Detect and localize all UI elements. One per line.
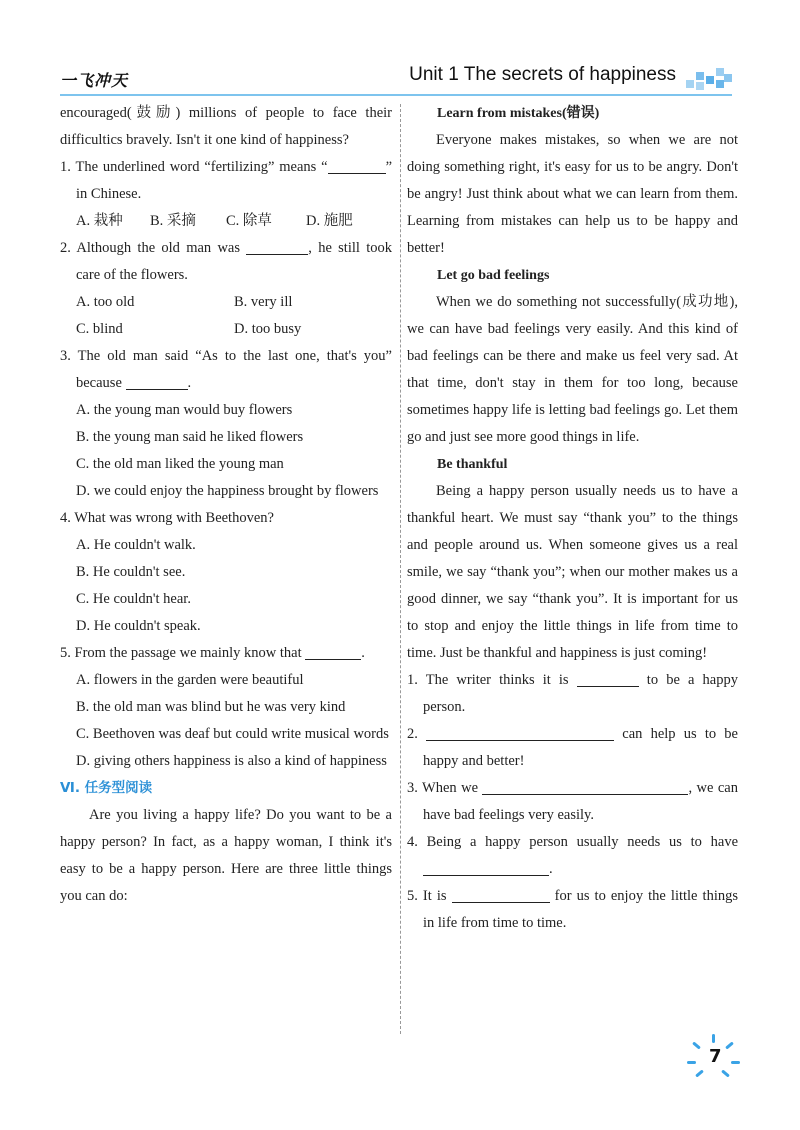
option[interactable]: A. 栽种 bbox=[76, 213, 123, 229]
answer-blank[interactable] bbox=[423, 859, 549, 876]
option[interactable]: D. giving others happiness is also a kind of happiness bbox=[76, 753, 387, 769]
task-question-3: 3. When we , we can have bad feelings very easily. bbox=[407, 780, 738, 823]
header-rule bbox=[60, 94, 732, 96]
question-3: 3. The old man said “As to the last one, that's you” because . bbox=[60, 348, 392, 391]
answer-blank[interactable] bbox=[246, 238, 308, 255]
option[interactable]: B. very ill bbox=[234, 294, 293, 310]
option[interactable]: B. the young man said he liked flowers bbox=[76, 429, 304, 445]
option[interactable]: C. Beethoven was deaf but could write musical words bbox=[76, 726, 389, 742]
paragraph: Being a happy person usually needs us to have a thankful heart. We must say “thank you” to the things and people around us. When someone gives us a real smile, we say “thank you”; when our mother makes us a good dinner, we say “thank you”. It is important for us to stop and enjoy the little things in life from time to time. Just be thankful and happiness is just coming! bbox=[407, 483, 738, 661]
option[interactable]: C. the old man liked the young man bbox=[76, 456, 284, 472]
column-divider bbox=[400, 104, 401, 1034]
option[interactable]: A. too old bbox=[76, 294, 135, 310]
answer-blank[interactable] bbox=[482, 778, 688, 795]
task-question-1: 1. The writer thinks it is to be a happy person. bbox=[407, 672, 738, 715]
question-1: 1. The underlined word “fertilizing” means “ ” in Chinese. bbox=[60, 159, 392, 202]
question-2: 2. Although the old man was , he still took care of the flowers. bbox=[60, 240, 392, 283]
passage-intro: Are you living a happy life? Do you want to be a happy person? In fact, as a happy woman, I think it's easy to be a happy person. Here are three little things you can do: bbox=[60, 807, 392, 904]
question-5: 5. From the passage we mainly know that . bbox=[60, 645, 365, 661]
option[interactable]: A. flowers in the garden were beautiful bbox=[76, 672, 304, 688]
paragraph: When we do something not successfully(成功地), we can have bad feelings very easily. And this kind of bad feelings can be there and make us feel very sad. At that time, don't stay in them for too long, because sometimes happy life is letting bad feelings go. Let them go and just see more good things in life. bbox=[407, 294, 738, 445]
option[interactable]: B. 采摘 bbox=[150, 213, 196, 229]
page-number-badge bbox=[690, 1038, 740, 1078]
right-column bbox=[407, 100, 738, 937]
option[interactable]: B. the old man was blind but he was very kind bbox=[76, 699, 346, 715]
question-1-options bbox=[60, 208, 392, 235]
task-question-2: 2. can help us to be happy and better! bbox=[407, 726, 738, 769]
paragraph: Everyone makes mistakes, so when we are not doing something right, it's easy for us to be angry. Don't be angry! Just think about what we can learn from them. Learning from mistakes can help us to be happy and better! bbox=[407, 132, 738, 256]
answer-blank[interactable] bbox=[577, 670, 639, 687]
option[interactable]: D. too busy bbox=[234, 321, 302, 337]
option[interactable]: B. He couldn't see. bbox=[76, 564, 186, 580]
passage-continuation: encouraged(鼓励) millions of people to face their difficultics bravely. Isn't it one kind of happiness? bbox=[60, 105, 392, 148]
task-question-5: 5. It is for us to enjoy the little things in life from time to time. bbox=[407, 888, 738, 931]
left-column bbox=[60, 100, 392, 910]
series-logo: 一飞冲天 bbox=[60, 71, 129, 90]
sun-ray-icon bbox=[731, 1061, 740, 1064]
sun-ray-icon bbox=[695, 1069, 704, 1077]
question-4: 4. What was wrong with Beethoven? bbox=[60, 510, 274, 526]
answer-blank[interactable] bbox=[328, 157, 386, 174]
answer-blank[interactable] bbox=[126, 373, 188, 390]
option[interactable]: A. the young man would buy flowers bbox=[76, 402, 293, 418]
question-2-options-row-1 bbox=[60, 289, 392, 316]
option[interactable]: C. He couldn't hear. bbox=[76, 591, 191, 607]
option[interactable]: C. blind bbox=[76, 321, 123, 337]
sun-ray-icon bbox=[712, 1034, 715, 1043]
option[interactable]: D. He couldn't speak. bbox=[76, 618, 201, 634]
page-number: 7 bbox=[709, 1046, 722, 1067]
option[interactable]: C. 除草 bbox=[226, 213, 272, 229]
subheading: Let go bad feelings bbox=[437, 268, 550, 283]
subheading: Be thankful bbox=[437, 457, 508, 472]
page-header bbox=[60, 58, 732, 98]
answer-blank[interactable] bbox=[426, 724, 614, 741]
option[interactable]: D. 施肥 bbox=[306, 213, 353, 229]
section-heading: Ⅵ. 任务型阅读 bbox=[60, 780, 153, 796]
task-question-4: 4. Being a happy person usually needs us to have . bbox=[407, 834, 738, 877]
sun-ray-icon bbox=[687, 1061, 696, 1064]
answer-blank[interactable] bbox=[452, 886, 550, 903]
sun-ray-icon bbox=[692, 1041, 701, 1049]
sun-ray-icon bbox=[721, 1069, 730, 1077]
unit-title: Unit 1 The secrets of happiness bbox=[409, 64, 676, 85]
sun-ray-icon bbox=[725, 1041, 734, 1049]
question-2-options-row-2 bbox=[60, 316, 392, 343]
subheading: Learn from mistakes(错误) bbox=[437, 106, 600, 121]
decorative-squares-icon bbox=[686, 64, 732, 92]
option[interactable]: D. we could enjoy the happiness brought by flowers bbox=[76, 483, 379, 499]
option[interactable]: A. He couldn't walk. bbox=[76, 537, 196, 553]
answer-blank[interactable] bbox=[305, 643, 361, 660]
